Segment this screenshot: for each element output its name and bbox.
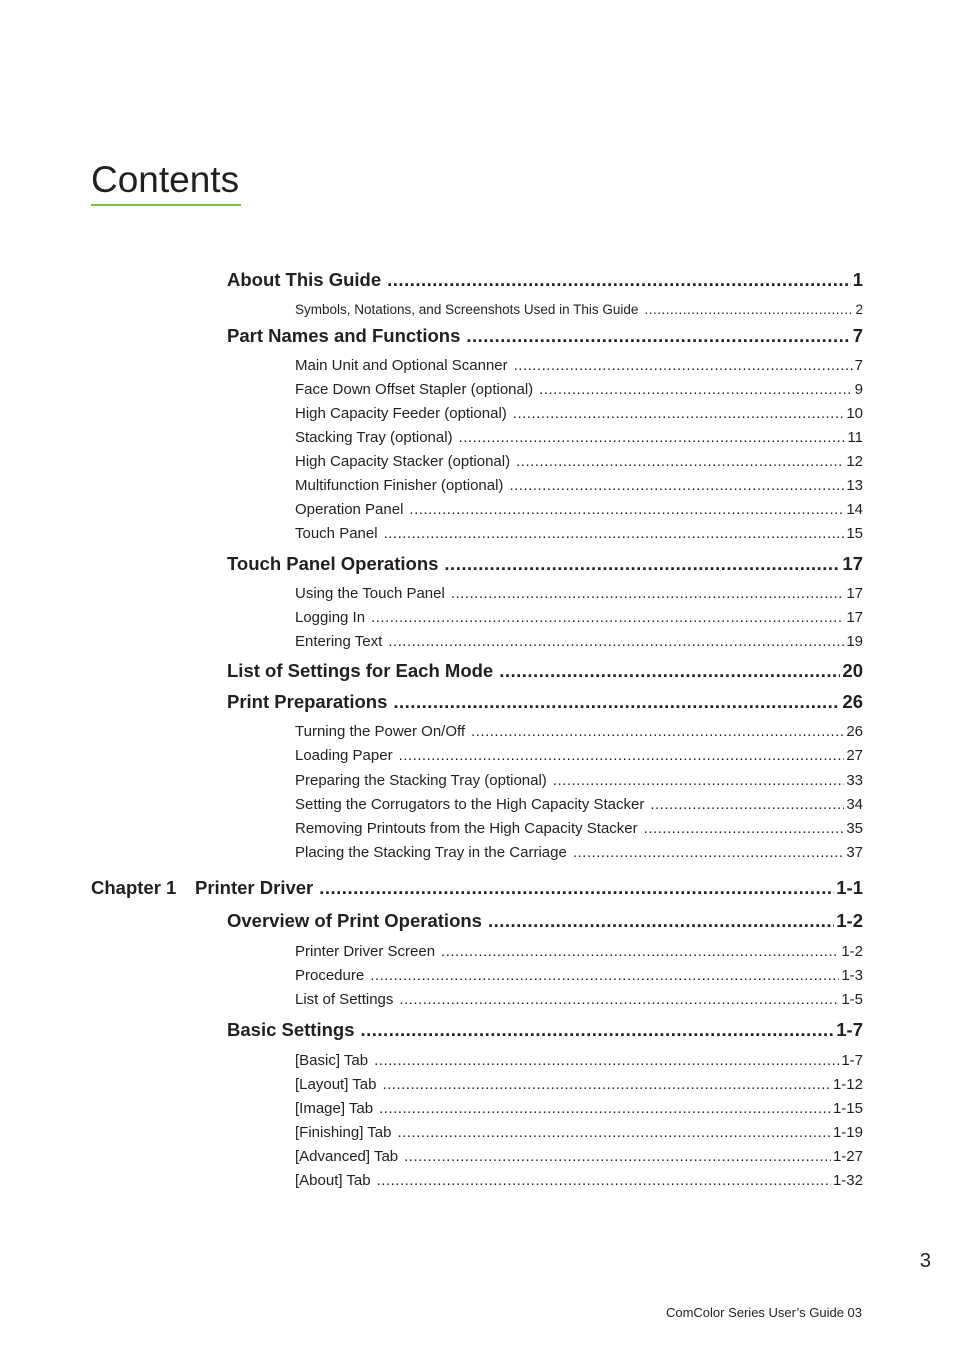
toc-entry[interactable]: [295, 1076, 863, 1093]
toc-entry-title: Face Down Offset Stapler (optional): [295, 381, 534, 398]
toc-entry-title: [Basic] Tab: [295, 1052, 369, 1069]
toc-entry-title: [Layout] Tab: [295, 1076, 377, 1093]
toc-entry-title: Operation Panel: [295, 501, 404, 518]
toc-entry[interactable]: [295, 357, 863, 374]
dot-leader: [644, 820, 845, 837]
dot-leader: [499, 660, 840, 682]
dot-leader: [471, 723, 844, 740]
toc-entry-page: 1-27: [832, 1148, 863, 1165]
toc-entry-page: 1-2: [841, 943, 863, 960]
toc-entry-title: [About] Tab: [295, 1172, 371, 1189]
dot-leader: [650, 796, 844, 813]
toc-entry-page: 14: [846, 501, 863, 518]
toc-entry[interactable]: [295, 967, 863, 984]
toc-entry-title: Preparing the Stacking Tray (optional): [295, 772, 547, 789]
chapter-label: Chapter 1: [91, 877, 177, 898]
dot-leader: [399, 991, 839, 1008]
page-title: Contents: [91, 159, 240, 200]
toc-entry[interactable]: [295, 1172, 863, 1189]
toc-entry-page: 37: [846, 844, 863, 861]
toc-entry[interactable]: [195, 877, 863, 899]
dot-leader: [370, 967, 839, 984]
toc-entry-title: Removing Printouts from the High Capacity Stacker: [295, 820, 638, 837]
toc-entry-page: 34: [846, 796, 863, 813]
toc-entry-page: 19: [846, 633, 863, 650]
toc-entry-page: 1: [852, 269, 863, 290]
toc-entry-page: 17: [846, 609, 863, 626]
toc-entry-page: 10: [846, 405, 863, 422]
dot-leader: [451, 585, 844, 602]
toc-entry-title: Print Preparations: [227, 691, 388, 712]
toc-entry[interactable]: [295, 1148, 863, 1165]
toc-entry-title: About This Guide: [227, 269, 382, 290]
toc-entry[interactable]: [295, 820, 863, 837]
toc-entry-page: 1-12: [832, 1076, 863, 1093]
toc-entry-title: Touch Panel Operations: [227, 553, 439, 574]
toc-entry-title: Loading Paper: [295, 747, 393, 764]
toc-entry[interactable]: [295, 747, 863, 764]
toc-entry[interactable]: [295, 723, 863, 740]
toc-entry[interactable]: [295, 585, 863, 602]
toc-entry-title: Multifunction Finisher (optional): [295, 477, 504, 494]
toc-entry-title: List of Settings for Each Mode: [227, 660, 494, 681]
dot-leader: [513, 405, 845, 422]
toc-entry-page: 1-3: [841, 967, 863, 984]
toc-entry-title: Touch Panel: [295, 525, 378, 542]
dot-leader: [382, 1076, 831, 1093]
toc-entry-page: 1-5: [841, 991, 863, 1008]
toc-entry-title: Printer Driver: [195, 877, 314, 898]
dot-leader: [509, 477, 844, 494]
toc-entry[interactable]: [295, 302, 863, 317]
dot-leader: [399, 747, 845, 764]
toc-entry-title: Symbols, Notations, and Screenshots Used in This Guide: [295, 302, 639, 317]
toc-entry-page: 9: [854, 381, 863, 398]
toc-entry-page: 17: [846, 585, 863, 602]
toc-entry-title: Placing the Stacking Tray in the Carriage: [295, 844, 567, 861]
toc-entry[interactable]: [295, 796, 863, 813]
toc-entry-title: High Capacity Feeder (optional): [295, 405, 507, 422]
toc-entry-title: [Image] Tab: [295, 1100, 374, 1117]
toc-entry[interactable]: [295, 1052, 863, 1069]
toc-entry-page: 1-15: [832, 1100, 863, 1117]
dot-leader: [516, 453, 844, 470]
toc-entry-page: 1-7: [841, 1052, 863, 1069]
toc-entry-title: Overview of Print Operations: [227, 910, 482, 931]
dot-leader: [319, 877, 834, 899]
toc-entry-title: Stacking Tray (optional): [295, 429, 453, 446]
toc-entry[interactable]: [227, 325, 863, 347]
toc-entry[interactable]: [295, 991, 863, 1008]
toc-entry[interactable]: [295, 381, 863, 398]
toc-entry-title: High Capacity Stacker (optional): [295, 453, 511, 470]
toc-entry[interactable]: [295, 844, 863, 861]
toc-entry-page: 1-1: [836, 877, 863, 898]
toc-entry[interactable]: [227, 269, 863, 291]
toc-entry-title: Turning the Power On/Off: [295, 723, 466, 740]
toc-entry-page: 33: [846, 772, 863, 789]
toc-entry-page: 1-19: [832, 1124, 863, 1141]
toc-entry-title: Logging In: [295, 609, 366, 626]
toc-entry-page: 12: [846, 453, 863, 470]
toc-entry-page: 7: [854, 357, 863, 374]
dot-leader: [441, 943, 839, 960]
toc-entry[interactable]: [295, 772, 863, 789]
dot-leader: [553, 772, 845, 789]
toc-entry-page: 20: [842, 660, 863, 681]
dot-leader: [384, 525, 845, 542]
toc-entry[interactable]: [295, 609, 863, 626]
toc-entry-page: 35: [846, 820, 863, 837]
toc-entry[interactable]: [295, 501, 863, 518]
toc-entry-page: 15: [846, 525, 863, 542]
dot-leader: [379, 1100, 831, 1117]
page-number: 3: [919, 1250, 931, 1272]
toc-entry[interactable]: [227, 660, 863, 682]
toc-entry-title: Entering Text: [295, 633, 383, 650]
toc-entry-page: 2: [855, 302, 863, 317]
toc-entry-title: Printer Driver Screen: [295, 943, 436, 960]
toc-entry-title: [Finishing] Tab: [295, 1124, 392, 1141]
toc-entry-title: Using the Touch Panel: [295, 585, 445, 602]
toc-entry-title: Setting the Corrugators to the High Capacity Stacker: [295, 796, 645, 813]
toc-entry-page: 1-32: [832, 1172, 863, 1189]
toc-entry-title: [Advanced] Tab: [295, 1148, 399, 1165]
toc-entry-page: 13: [846, 477, 863, 494]
dot-leader: [393, 691, 840, 713]
toc-entry-page: 26: [846, 723, 863, 740]
toc-entry-page: 7: [852, 325, 863, 346]
toc-entry[interactable]: [227, 1019, 863, 1041]
dot-leader: [573, 844, 845, 861]
toc-entry-page: 1-7: [836, 1019, 863, 1040]
toc-entry[interactable]: [295, 1124, 863, 1141]
toc-entry-page: 26: [842, 691, 863, 712]
dot-leader: [371, 609, 844, 626]
toc-entry[interactable]: [295, 525, 863, 542]
toc-entry-title: List of Settings: [295, 991, 394, 1008]
dot-leader: [466, 325, 850, 347]
toc-entry[interactable]: [295, 633, 863, 650]
toc-entry[interactable]: [227, 553, 863, 575]
dot-leader: [387, 269, 851, 291]
toc-entry-title: Procedure: [295, 967, 365, 984]
toc-entry[interactable]: [295, 943, 863, 960]
dot-leader: [388, 633, 844, 650]
toc-entry[interactable]: [295, 453, 863, 470]
toc-entry[interactable]: [295, 1100, 863, 1117]
toc-entry-page: 1-2: [836, 910, 863, 931]
dot-leader: [397, 1124, 831, 1141]
toc-entry-page: 17: [842, 553, 863, 574]
dot-leader: [444, 553, 840, 575]
toc-entry[interactable]: [295, 429, 863, 446]
toc-entry[interactable]: [295, 477, 863, 494]
dot-leader: [409, 501, 844, 518]
toc-entry[interactable]: [295, 405, 863, 422]
toc-entry-title: Part Names and Functions: [227, 325, 461, 346]
dot-leader: [514, 357, 853, 374]
dot-leader: [539, 381, 852, 398]
dot-leader: [459, 429, 846, 446]
toc-entry-page: 27: [846, 747, 863, 764]
footer-text: ComColor Series User’s Guide 03: [665, 1305, 862, 1320]
dot-leader: [404, 1148, 831, 1165]
toc-entry-page: 11: [847, 429, 863, 446]
dot-leader: [488, 910, 834, 932]
dot-leader: [377, 1172, 831, 1189]
toc-entry[interactable]: [227, 910, 863, 932]
toc-entry[interactable]: [227, 691, 863, 713]
toc-entry-title: Basic Settings: [227, 1019, 355, 1040]
toc-entry-title: Main Unit and Optional Scanner: [295, 357, 508, 374]
dot-leader: [361, 1019, 835, 1041]
dot-leader: [374, 1052, 839, 1069]
dot-leader: [644, 302, 853, 317]
